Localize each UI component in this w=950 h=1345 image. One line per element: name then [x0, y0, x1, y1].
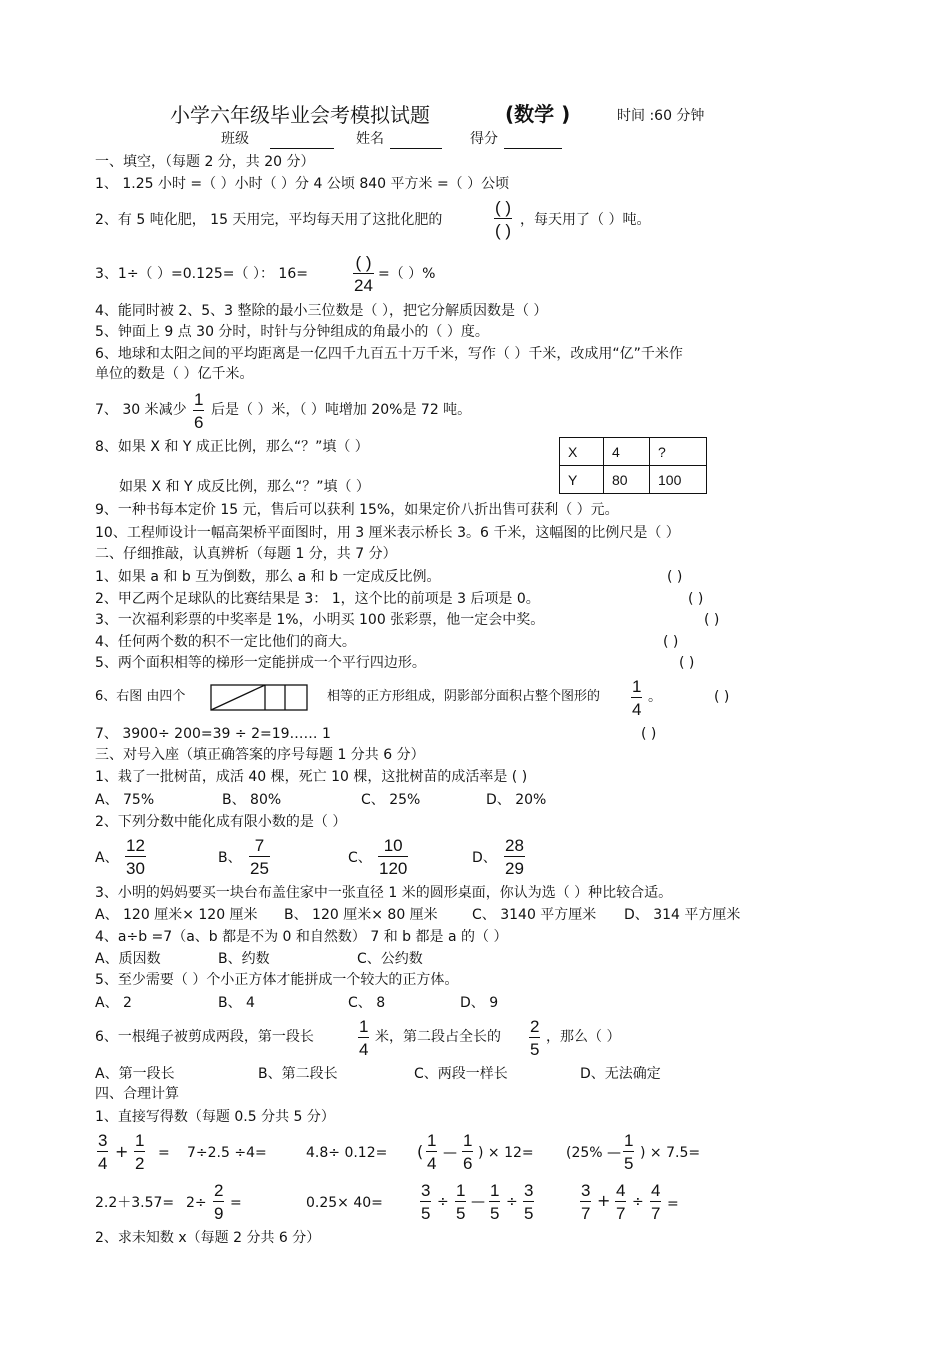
s1-q7-fraction: 1 6: [194, 390, 204, 432]
s3-question-3: 3、小明的妈妈要买一块台布盖住家中一张直径 1 米的圆形桌面，你认为选（ ）种比较合适。: [95, 885, 673, 901]
exam-time: 时间 :60 分钟: [617, 108, 705, 124]
s1-question-4: 4、能同时被 2、5、3 整除的最小三位数是（ ），把它分解质因数是（ ）: [95, 303, 548, 319]
answer-paren[interactable]: ( ): [663, 634, 679, 650]
left-paren: (: [417, 1142, 424, 1161]
class-label: 班级: [221, 131, 249, 147]
calc-item: ) × 12=: [478, 1145, 534, 1161]
equals-sign: =: [667, 1196, 679, 1212]
option-d[interactable]: D、 314 平方厘米: [624, 907, 741, 923]
s2-question-2: 2、甲乙两个足球队的比赛结果是 3： 1，这个比的前项是 3 后项是 0。: [95, 591, 540, 607]
s1-q3-fraction: ( ) 24: [354, 253, 373, 295]
option-b-label[interactable]: B、: [218, 850, 242, 866]
table-cell: 100: [650, 466, 707, 494]
s2-question-6-text: 6、右图 由四个: [95, 689, 186, 704]
s2-question-3: 3、一次福利彩票的中奖率是 1%，小明买 100 张彩票，他一定会中奖。: [95, 612, 545, 628]
s3-question-6-mid: 米，第二段占全长的: [375, 1029, 501, 1045]
answer-paren[interactable]: ( ): [704, 612, 720, 628]
option-a-fraction[interactable]: 12 30: [126, 836, 145, 878]
s4-subheading-1: 1、直接写得数（每题 0.5 分共 5 分）: [95, 1109, 335, 1125]
option-c-label[interactable]: C、: [348, 850, 372, 866]
s2-question-7: 7、 3900÷ 200=39 ÷ 2=19…… 1: [95, 726, 331, 742]
table-row: [560, 438, 707, 466]
option-d-label[interactable]: D、: [472, 850, 497, 866]
s2-question-4: 4、任何两个数的积不一定比他们的商大。: [95, 634, 356, 650]
option-a[interactable]: A、 2: [95, 995, 132, 1011]
calc-fraction: 3 5: [421, 1181, 431, 1223]
calc-fraction: 1 2: [135, 1131, 145, 1173]
equals-sign: =: [230, 1195, 242, 1211]
option-b-fraction[interactable]: 7 25: [250, 836, 269, 878]
section-2-heading: 二、仔细推敲，认真辨析（每题 1 分，共 7 分）: [95, 546, 397, 562]
answer-paren[interactable]: ( ): [641, 726, 657, 742]
calc-item: 2.2＋3.57=: [95, 1195, 175, 1211]
s2-question-6-mid: 相等的正方形组成，阴影部分面积占整个图形的: [327, 689, 601, 704]
calc-item: 2÷: [186, 1195, 207, 1211]
xy-table: [559, 437, 707, 494]
option-a-label[interactable]: A、: [95, 850, 119, 866]
option-c[interactable]: C、 25%: [361, 792, 421, 808]
four-squares-figure: [210, 684, 310, 712]
option-d[interactable]: D、 20%: [486, 792, 547, 808]
table-cell: 80: [604, 466, 650, 494]
s3-question-2: 2、下列分数中能化成有限小数的是（ ）: [95, 814, 347, 830]
s1-question-7-text: 7、 30 米减少: [95, 402, 187, 418]
s2-question-5: 5、两个面积相等的梯形一定能拼成一个平行四边形。: [95, 655, 426, 671]
option-b[interactable]: B、 80%: [222, 792, 282, 808]
option-c[interactable]: C、 3140 平方厘米: [472, 907, 597, 923]
s1-question-3-tail: =（ ）%: [378, 266, 436, 282]
s1-question-8a: 8、如果 X 和 Y 成正比例，那么“？”填（ ）: [95, 439, 369, 455]
calc-fraction: 1 4: [427, 1131, 437, 1173]
s1-question-7-tail: 后是（ ）米，（ ）吨增加 20%是 72 吨。: [211, 402, 472, 418]
s1-question-5: 5、钟面上 9 点 30 分时，时针与分钟组成的角最小的（ ）度。: [95, 324, 489, 340]
s4-subheading-2: 2、求未知数 x（每题 2 分共 6 分）: [95, 1230, 321, 1246]
s1-question-8b: 如果 X 和 Y 成反比例，那么“？”填（ ）: [119, 479, 370, 495]
answer-paren[interactable]: ( ): [714, 689, 730, 705]
answer-paren[interactable]: ( ): [679, 655, 695, 671]
option-a[interactable]: A、 75%: [95, 792, 155, 808]
class-field[interactable]: [270, 134, 334, 149]
option-b[interactable]: B、第二段长: [258, 1066, 338, 1082]
divide-sign: ÷: [437, 1194, 449, 1210]
option-c-fraction[interactable]: 10 120: [379, 836, 408, 878]
s3-question-5: 5、至少需要（ ）个小正方体才能拼成一个较大的正方体。: [95, 972, 459, 988]
equals-sign: =: [158, 1145, 170, 1161]
calc-fraction: 1 6: [463, 1131, 473, 1173]
option-a[interactable]: A、 120 厘米× 120 厘米: [95, 907, 258, 923]
s1-question-6b: 单位的数是（ ）亿千米。: [95, 366, 254, 382]
s1-question-2-tail: ，每天用了（ ）吨。: [520, 212, 651, 228]
calc-fraction: 4 7: [651, 1181, 661, 1223]
option-b[interactable]: B、约数: [218, 951, 270, 967]
calc-item: 0.25× 40=: [306, 1195, 383, 1211]
calc-item: 4.8÷ 0.12=: [306, 1145, 388, 1161]
s1-question-3-text: 3、1÷（ ）=0.125=（ ）： 16=: [95, 266, 308, 282]
option-b[interactable]: B、 120 厘米× 80 厘米: [284, 907, 438, 923]
s3-question-4: 4、a÷b =7（a、b 都是不为 0 和自然数） 7 和 b 都是 a 的（ ）: [95, 929, 508, 945]
table-cell: Y: [560, 466, 604, 494]
option-a[interactable]: A、第一段长: [95, 1066, 175, 1082]
score-field[interactable]: [504, 134, 562, 149]
calc-fraction: 3 7: [581, 1181, 591, 1223]
s1-question-9: 9、一种书每本定价 15 元，售后可以获利 15%，如果定价八折出售可获利（ ）元。: [95, 502, 619, 518]
option-c[interactable]: C、公约数: [357, 951, 423, 967]
table-cell: ?: [650, 438, 707, 466]
option-d[interactable]: D、 9: [460, 995, 499, 1011]
score-label: 得分: [470, 131, 498, 147]
plus-sign: +: [597, 1191, 611, 1210]
calc-fraction: 4 7: [616, 1181, 626, 1223]
plus-sign: +: [115, 1142, 129, 1161]
s3-q6-fraction-1: 1 4: [359, 1017, 369, 1059]
option-d-fraction[interactable]: 28 29: [505, 836, 524, 878]
calc-fraction: 2 9: [214, 1181, 224, 1223]
section-3-heading: 三、对号入座（填正确答案的序号每题 1 分共 6 分）: [95, 747, 425, 763]
s1-question-6a: 6、地球和太阳之间的平均距离是一亿四千九百五十万千米，写作（ ）千米，改成用“亿”千米作: [95, 346, 683, 362]
s3-question-6-text: 6、一根绳子被剪成两段，第一段长: [95, 1029, 314, 1045]
answer-paren[interactable]: ( ): [688, 591, 704, 607]
exam-subject: (数学 ): [505, 102, 571, 126]
name-label: 姓名: [356, 131, 384, 147]
option-a[interactable]: A、质因数: [95, 951, 161, 967]
calc-item: ) × 7.5=: [640, 1145, 701, 1161]
calc-fraction: 1 5: [624, 1131, 634, 1173]
option-d[interactable]: D、无法确定: [580, 1066, 661, 1082]
s2-question-1: 1、如果 a 和 b 互为倒数，那么 a 和 b 一定成反比例。: [95, 569, 441, 585]
table-cell: 4: [604, 438, 650, 466]
option-b[interactable]: B、 4: [218, 995, 255, 1011]
s3-question-1: 1、栽了一批树苗，成活 40 棵，死亡 10 棵，这批树苗的成活率是 ( ): [95, 769, 528, 785]
calc-fraction: 1 5: [490, 1181, 500, 1223]
s1-q2-fraction: ( ) ( ): [495, 198, 512, 240]
section-4-heading: 四、合理计算: [95, 1086, 179, 1102]
divide-sign: ÷: [506, 1194, 518, 1210]
calc-item: (25% —: [566, 1145, 622, 1161]
calc-fraction: 3 4: [98, 1131, 108, 1173]
section-1-heading: 一、填空，（每题 2 分，共 20 分）: [95, 154, 315, 170]
option-c[interactable]: C、 8: [348, 995, 386, 1011]
name-field[interactable]: [390, 134, 442, 149]
s1-question-10: 10、工程师设计一幅高架桥平面图时，用 3 厘米表示桥长 3。6 千米，这幅图的比例尺是（ ）: [95, 525, 680, 541]
s2-question-6-end: 。: [648, 689, 662, 705]
s3-q6-fraction-2: 2 5: [530, 1017, 540, 1059]
calc-item: 7÷2.5 ÷4=: [187, 1145, 267, 1161]
divide-sign: ÷: [632, 1194, 644, 1210]
exam-title: 小学六年级毕业会考模拟试题: [170, 103, 430, 127]
option-c[interactable]: C、两段一样长: [414, 1066, 508, 1082]
table-cell: X: [560, 438, 604, 466]
minus-sign: —: [443, 1145, 457, 1161]
table-row: [560, 466, 707, 494]
s3-question-6-end: ，那么（ ）: [546, 1029, 621, 1045]
minus-sign: —: [471, 1194, 485, 1210]
s2-q6-fraction: 1 4: [632, 677, 642, 719]
calc-fraction: 3 5: [524, 1181, 534, 1223]
s1-question-2-text: 2、有 5 吨化肥， 15 天用完，平均每天用了这批化肥的: [95, 212, 443, 228]
answer-paren[interactable]: ( ): [667, 569, 683, 585]
calc-fraction: 1 5: [456, 1181, 466, 1223]
s1-question-1: 1、 1.25 小时 =（ ）小时（ ）分 4 公顷 840 平方米 =（ ）公顷: [95, 176, 510, 192]
